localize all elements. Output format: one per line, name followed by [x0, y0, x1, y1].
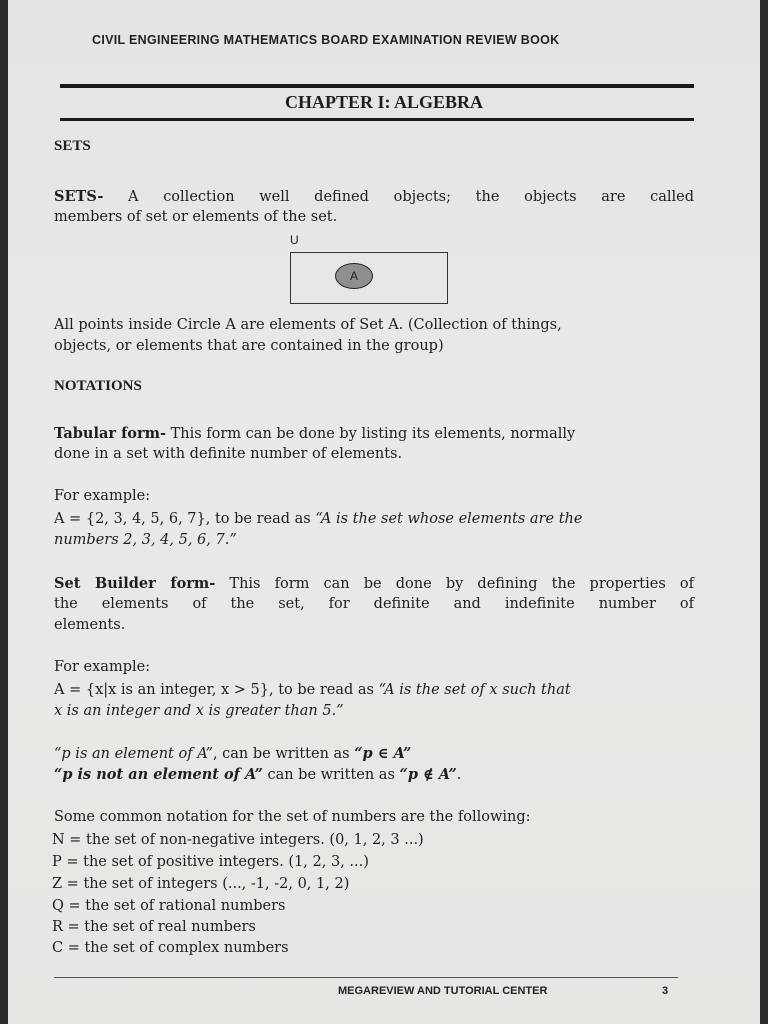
number-set-n: N = the set of non-negative integers. (0, 1, 2, 3 ...)	[52, 832, 424, 848]
footer-text: MEGAREVIEW AND TUTORIAL CENTER	[338, 985, 548, 997]
example2-label: For example:	[54, 659, 151, 675]
example1-label: For example:	[54, 488, 151, 504]
builder-term: Set Builder form-	[54, 575, 216, 592]
section-title: SETS	[54, 138, 91, 154]
tabular-line1: Tabular form- This form can be done by listing its elements, normally	[54, 425, 576, 442]
book-page	[8, 0, 760, 1024]
example2-line2: x is an integer and x is greater than 5.”	[54, 703, 344, 719]
sets-definition-line1: SETS- A collection well defined objects; the objects are called	[54, 188, 694, 205]
footer-rule	[54, 977, 678, 978]
builder-line1: Set Builder form- This form can be done by defining the properties of	[54, 575, 695, 592]
builder-line3: elements.	[54, 617, 126, 633]
circle-text-line1: All points inside Circle A are elements of Set A. (Collection of things,	[54, 317, 562, 333]
page-number: 3	[662, 985, 669, 997]
sets-term: SETS-	[54, 188, 104, 205]
number-set-p: P = the set of positive integers. (1, 2, 3, ...)	[52, 854, 369, 870]
tabular-line2: done in a set with definite number of elements.	[54, 446, 403, 462]
example1-line2: numbers 2, 3, 4, 5, 6, 7.”	[54, 532, 237, 548]
sets-definition-line2: members of set or elements of the set.	[54, 209, 338, 225]
builder-line2: the elements of the set, for definite and indefinite number of	[54, 596, 694, 612]
chapter-rule	[60, 118, 694, 121]
number-set-r: R = the set of real numbers	[52, 919, 256, 935]
element-line1: “p is an element of A”, can be written as “p ∈ A”	[54, 745, 412, 762]
venn-universe-label: U	[290, 233, 299, 247]
example1-line1: A = {2, 3, 4, 5, 6, 7}, to be read as “A is the set whose elements are the	[54, 511, 583, 527]
running-header: CIVIL ENGINEERING MATHEMATICS BOARD EXAMINATION REVIEW BOOK	[92, 33, 560, 47]
tabular-term: Tabular form-	[54, 425, 166, 442]
venn-set-circle: A	[335, 263, 373, 289]
element-line2: “p is not an element of A” can be written as “p ∉ A”.	[54, 766, 462, 783]
notations-title: NOTATIONS	[54, 378, 142, 394]
example2-line1: A = {x|x is an integer, x > 5}, to be read as “A is the set of x such that	[54, 682, 571, 698]
number-set-c: C = the set of complex numbers	[52, 940, 289, 956]
chapter-title: CHAPTER I: ALGEBRA	[284, 92, 484, 112]
number-set-q: Q = the set of rational numbers	[52, 898, 286, 914]
common-intro: Some common notation for the set of numbers are the following:	[54, 809, 531, 825]
circle-text-line2: objects, or elements that are contained in the group)	[54, 338, 444, 354]
top-rule	[60, 84, 694, 88]
number-set-z: Z = the set of integers (..., -1, -2, 0, 1, 2)	[52, 876, 350, 892]
